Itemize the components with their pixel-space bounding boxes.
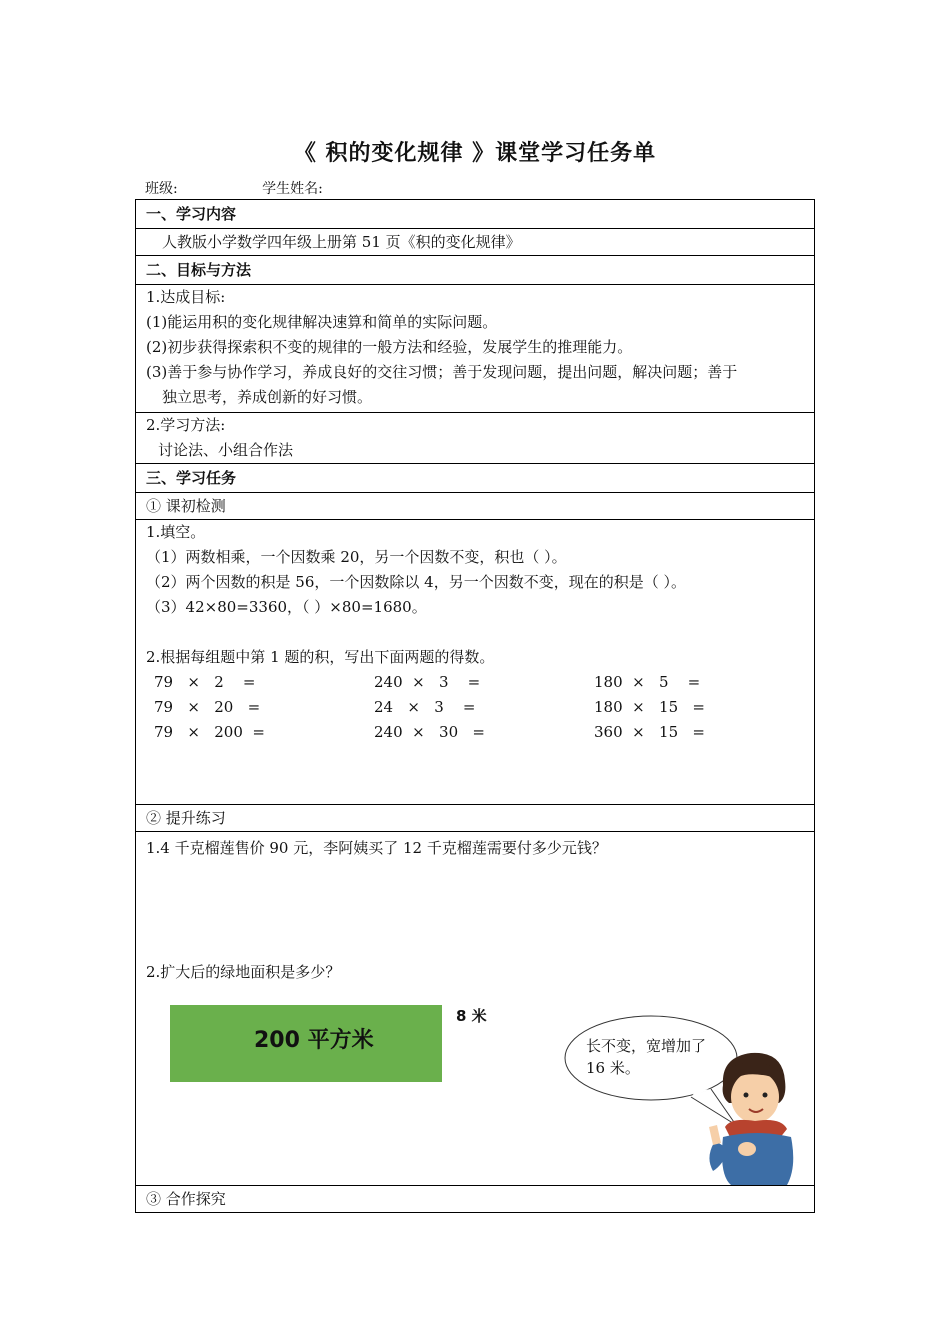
boy-character-icon	[701, 1045, 811, 1185]
subsection-heading-practice: ② 提升练习	[136, 805, 815, 832]
green-field-rect	[170, 1005, 442, 1082]
q1-title: 1.填空。	[146, 523, 206, 541]
method-text: 讨论法、小组合作法	[158, 441, 294, 459]
calc-item: 360 × 15 =	[594, 723, 705, 741]
goals-cell	[136, 285, 815, 413]
width-label: 8 米	[456, 1007, 487, 1025]
goal-item: (3)善于参与协作学习，养成良好的交往习惯；善于发现问题，提出问题，解决问题；善于	[146, 363, 738, 381]
calculation-grid	[146, 670, 804, 745]
goal-item: (1)能运用积的变化规律解决速算和简单的实际问题。	[146, 313, 498, 331]
goal-item: 独立思考，养成创新的好习惯。	[162, 388, 373, 406]
subsection-heading-explore: ③ 合作探究	[136, 1186, 815, 1213]
subsection-heading-pretest: ① 课初检测	[136, 493, 815, 520]
green-area-illustration	[146, 985, 804, 1185]
calc-item: 79 × 20 =	[154, 698, 261, 716]
goals-title: 1.达成目标:	[146, 288, 226, 306]
method-cell	[136, 413, 815, 464]
section-heading-goals: 二、目标与方法	[136, 256, 815, 285]
calc-item: 180 × 15 =	[594, 698, 705, 716]
study-content: 人教版小学数学四年级上册第 51 页《积的变化规律》	[136, 229, 815, 256]
goal-item: (2)初步获得探索积不变的规律的一般方法和经验，发展学生的推理能力。	[146, 338, 633, 356]
practice-q1: 1.4 千克榴莲售价 90 元，李阿姨买了 12 千克榴莲需要付多少元钱？	[146, 839, 607, 857]
practice-cell	[136, 832, 815, 1186]
student-info	[145, 178, 323, 198]
fill-blank-item: （2）两个因数的积是 56，一个因数除以 4，另一个因数不变，现在的积是（ ）。	[146, 573, 686, 591]
calc-item: 240 × 30 =	[374, 723, 485, 741]
calc-item: 79 × 200 =	[154, 723, 265, 741]
calc-item: 24 × 3 =	[374, 698, 476, 716]
practice-q2: 2.扩大后的绿地面积是多少？	[146, 963, 341, 981]
section-heading-content: 一、学习内容	[136, 200, 815, 229]
calc-item: 240 × 3 =	[374, 673, 481, 691]
page-title: 《 积的变化规律 》课堂学习任务单	[293, 141, 657, 166]
fill-blank-item: （3）42×80=3360，（ ）×80=1680。	[146, 598, 427, 616]
student-name-label: 学生姓名:	[262, 181, 323, 197]
q2-title: 2.根据每组题中第 1 题的积，写出下面两题的得数。	[146, 648, 495, 666]
calc-item: 180 × 5 =	[594, 673, 701, 691]
class-label: 班级:	[145, 181, 178, 197]
method-title: 2.学习方法:	[146, 416, 226, 434]
area-label: 200 平方米	[254, 1028, 374, 1053]
fill-blank-item: （1）两数相乘，一个因数乘 20，另一个因数不变，积也（ ）。	[146, 548, 567, 566]
section-heading-tasks: 三、学习任务	[136, 464, 815, 493]
pretest-cell	[136, 520, 815, 805]
speech-text: 长不变，宽增加了 16 米。	[586, 1037, 707, 1077]
task-sheet-table	[135, 199, 815, 1213]
calc-item: 79 × 2 =	[154, 673, 256, 691]
